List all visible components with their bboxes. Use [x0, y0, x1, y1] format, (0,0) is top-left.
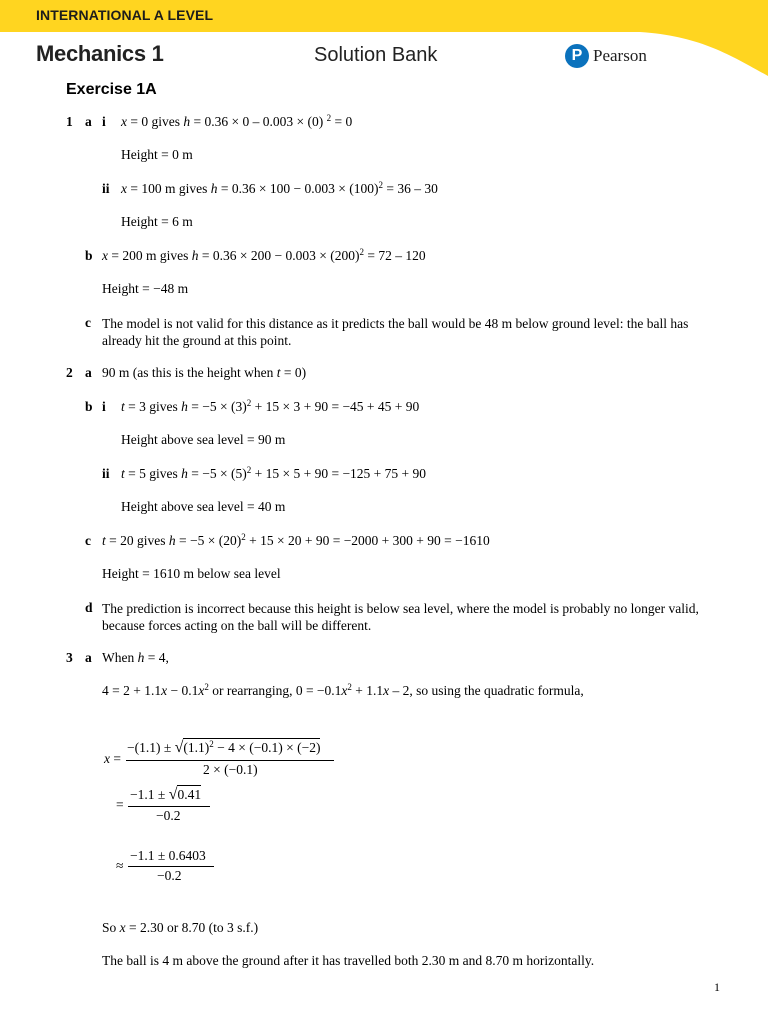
result-line: Height = −48 m: [102, 281, 189, 296]
fraction-denominator: −0.2: [156, 808, 181, 823]
working-line: x = 0 gives h = 0.36 × 0 – 0.003 × (0) $^2$ = 0: [121, 113, 353, 129]
result-line: Height = 0 m: [121, 147, 193, 162]
working-line: x = 100 m gives $h = 0.36 \times 100 - 0.003 \times (100)^2 = 36 - 30$: [121, 180, 438, 196]
exercise-title: Exercise 1A: [66, 81, 157, 98]
subpart-label: i: [102, 114, 106, 129]
fraction-denominator: −0.2: [157, 868, 182, 883]
result-line: Height above sea level = 90 m: [121, 432, 286, 447]
pearson-logo-icon: P: [565, 44, 589, 68]
page-title: Mechanics 1: [36, 41, 164, 66]
fraction-numerator: $-(1.1) \pm √(1.1)^2 - 4 \times (-0.1) \times (-2)$: [127, 739, 321, 756]
conclusion-text: The ball is 4 m above the ground after it has travelled both 2.30 m and 8.70 m horizontally.: [102, 953, 595, 968]
result-line: So x = 2.30 or 8.70 (to 3 s.f.): [102, 920, 259, 935]
fraction-bar: [126, 760, 334, 761]
fraction-bar: [128, 806, 210, 807]
pearson-logo-text: Pearson: [593, 46, 647, 65]
working-line: x = 200 m gives $h = 0.36 \times 200 - 0.003 \times (200)^2 = 72 - 120$: [102, 247, 426, 263]
subpart-label: i: [102, 399, 106, 414]
answer-line: 90 m (as this is the height when t = 0): [102, 365, 307, 380]
fraction-bar: [128, 866, 214, 867]
part-label: b: [85, 399, 93, 414]
working-line: $4 = 2 + 1.1x - 0.1x^2$ or rearranging, $0 = -0.1x^2 + 1.1x - 2$, so using the quadratic formula,: [102, 682, 584, 698]
approx-sign: ≈: [116, 858, 124, 873]
explanation-text: The prediction is incorrect because this height is below sea level, where the model is probably no longer valid, because forces acting on the ball will be different.: [102, 601, 699, 633]
part-label: d: [85, 600, 93, 615]
result-line: Height = 1610 m below sea level: [102, 566, 281, 581]
pearson-logo: [565, 44, 647, 68]
part-label: b: [85, 248, 93, 263]
part-label: a: [85, 365, 92, 380]
fraction-denominator: 2 × (−0.1): [203, 762, 258, 777]
working-line: t = 20 gives $h = -5 \times (20)^2 + 15 \times 20 + 90 = -2000 + 300 + 90 = -1610$: [102, 532, 490, 548]
working-line: t = 3 gives $h = -5 \times (3)^2 + 15 \times 3 + 90 = -45 + 45 + 90$: [121, 398, 420, 414]
series-label: INTERNATIONAL A LEVEL: [36, 7, 214, 23]
subpart-label: ii: [102, 466, 110, 481]
part-label: c: [85, 533, 91, 548]
subpart-label: ii: [102, 181, 110, 196]
result-line: Height = 6 m: [121, 214, 193, 229]
question-number: 2: [66, 365, 73, 380]
page-number: 1: [714, 980, 720, 994]
fraction-numerator: −1.1 ± 0.6403: [130, 848, 206, 863]
formula-variable: x =: [104, 751, 121, 766]
part-label: a: [85, 650, 92, 665]
fraction-numerator: −1.1 ± √0.41: [130, 786, 202, 803]
part-label: a: [85, 114, 92, 129]
question-number: 3: [66, 650, 73, 665]
page-subtitle: Solution Bank: [314, 44, 438, 66]
equals-sign: =: [116, 797, 124, 812]
result-line: Height above sea level = 40 m: [121, 499, 286, 514]
question-number: 1: [66, 114, 73, 129]
working-line: t = 5 gives $h = -5 \times (5)^2 + 15 \times 5 + 90 = -125 + 75 + 90$: [121, 465, 427, 481]
part-label: c: [85, 315, 91, 330]
explanation-text: The model is not valid for this distance as it predicts the ball would be 48 m below ground level: the ball has already hit the ground at this point.: [102, 316, 689, 348]
answer-line: When h = 4,: [102, 650, 169, 665]
